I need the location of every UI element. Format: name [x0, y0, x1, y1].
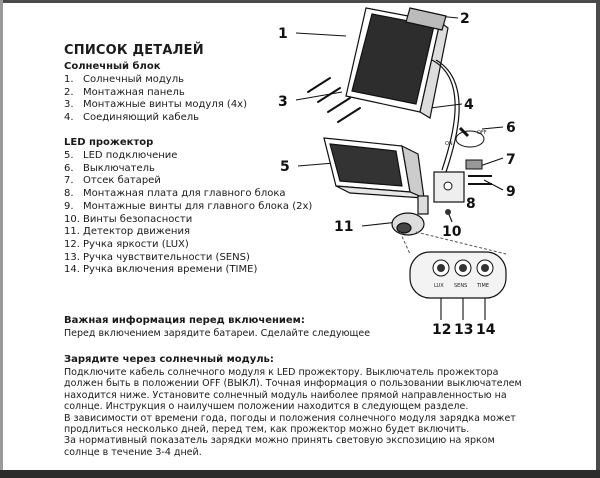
text-line: Подключите кабель солнечного модуля к LED прожектору. Выключатель прожектора: [64, 367, 499, 378]
solar-unit-heading: Солнечный блок: [64, 61, 161, 72]
important-text: Перед включением зарядите батареи. Сделайте следующее: [64, 328, 371, 339]
security-screw-icon: [445, 209, 451, 215]
list-item: 9. Монтажные винты для главного блока (2x): [64, 200, 313, 212]
list-item: 10. Винты безопасности: [64, 213, 193, 225]
callout-leader-7: [480, 158, 503, 166]
callout-9: 9: [506, 184, 516, 200]
parts-diagram: [270, 0, 540, 340]
solar-module-illustration: [346, 8, 448, 118]
control-knobs-panel: [410, 252, 506, 298]
callout-7: 7: [506, 152, 516, 168]
window-left-border: [0, 0, 3, 478]
callout-12: 12: [432, 322, 452, 338]
callout-3: 3: [278, 94, 288, 110]
knob-label-lux: LUX: [434, 283, 444, 289]
callout-10: 10: [442, 224, 462, 240]
callout-13: 13: [454, 322, 474, 338]
callout-1: 1: [278, 26, 288, 42]
list-item: 5. LED подключение: [64, 150, 178, 161]
callout-5: 5: [280, 159, 290, 175]
charging-heading: Зарядите через солнечный модуль:: [64, 354, 274, 365]
motion-detector-icon: [392, 196, 428, 235]
list-item: 12. Ручка яркости (LUX): [64, 238, 189, 250]
solar-unit-list: [64, 74, 247, 125]
callout-leader-4: [430, 104, 462, 108]
switch-on-label: ON: [445, 141, 453, 147]
text-line: должен быть в положении OFF (ВЫКЛ). Точная информация о пользовании выключателем: [64, 378, 522, 390]
text-line: В зависимости от времени года, погоды и положения солнечного модуля зарядка может: [64, 412, 516, 424]
charging-paragraph: [64, 367, 522, 458]
knob-label-sens: SENS: [454, 283, 468, 289]
list-item: 7. Отсек батарей: [64, 175, 161, 187]
list-item: 13. Ручка чувствительности (SENS): [64, 251, 250, 263]
led-projector-heading: LED прожектор: [64, 137, 154, 148]
window-right-border: [596, 0, 600, 478]
list-item: 3. Монтажные винты модуля (4x): [64, 99, 248, 111]
text-line: солнце в течение 3-4 дней.: [64, 446, 202, 458]
list-item: 1. Солнечный модуль: [64, 74, 184, 85]
led-projector-illustration: [324, 138, 424, 198]
text-line: продлиться несколько дней, перед тем, как прожектор можно будет включить.: [64, 424, 470, 436]
callout-leader-6: [482, 127, 503, 129]
knob-label-time: TIME: [477, 283, 490, 289]
callout-14: 14: [476, 322, 496, 338]
important-heading: Важная информация перед включением:: [64, 315, 305, 326]
callout-11: 11: [334, 219, 354, 235]
battery-compartment-icon: [466, 160, 482, 169]
list-item: 8. Монтажная плата для главного блока: [64, 188, 286, 200]
window-bottom-border: [0, 470, 600, 478]
list-item: 14. Ручка включения времени (TIME): [64, 264, 258, 276]
callout-4: 4: [464, 97, 474, 113]
text-line: находится ниже. Установите солнечный модуль наиболее прямой направленностью на: [64, 389, 507, 401]
callout-6: 6: [506, 120, 516, 136]
text-line: солнце. Инструкция о наилучшем положении находится в следующем разделе.: [64, 401, 469, 413]
list-item: 6. Выключатель: [64, 162, 155, 174]
callout-8: 8: [466, 196, 476, 212]
callout-leader-1: [296, 33, 346, 36]
text-line: За нормативный показатель зарядки можно принять световую экспозицию на ярком: [64, 435, 495, 447]
callout-2: 2: [460, 11, 470, 27]
list-item: 4. Соединяющий кабель: [64, 112, 200, 124]
switch-off-label: OFF: [477, 130, 487, 136]
list-item: 2. Монтажная панель: [64, 86, 185, 98]
callout-leader-3: [296, 92, 342, 100]
callout-leader-5: [298, 163, 334, 166]
page-title: СПИСОК ДЕТАЛЕЙ: [64, 43, 204, 58]
list-item: 11. Детектор движения: [64, 226, 190, 238]
